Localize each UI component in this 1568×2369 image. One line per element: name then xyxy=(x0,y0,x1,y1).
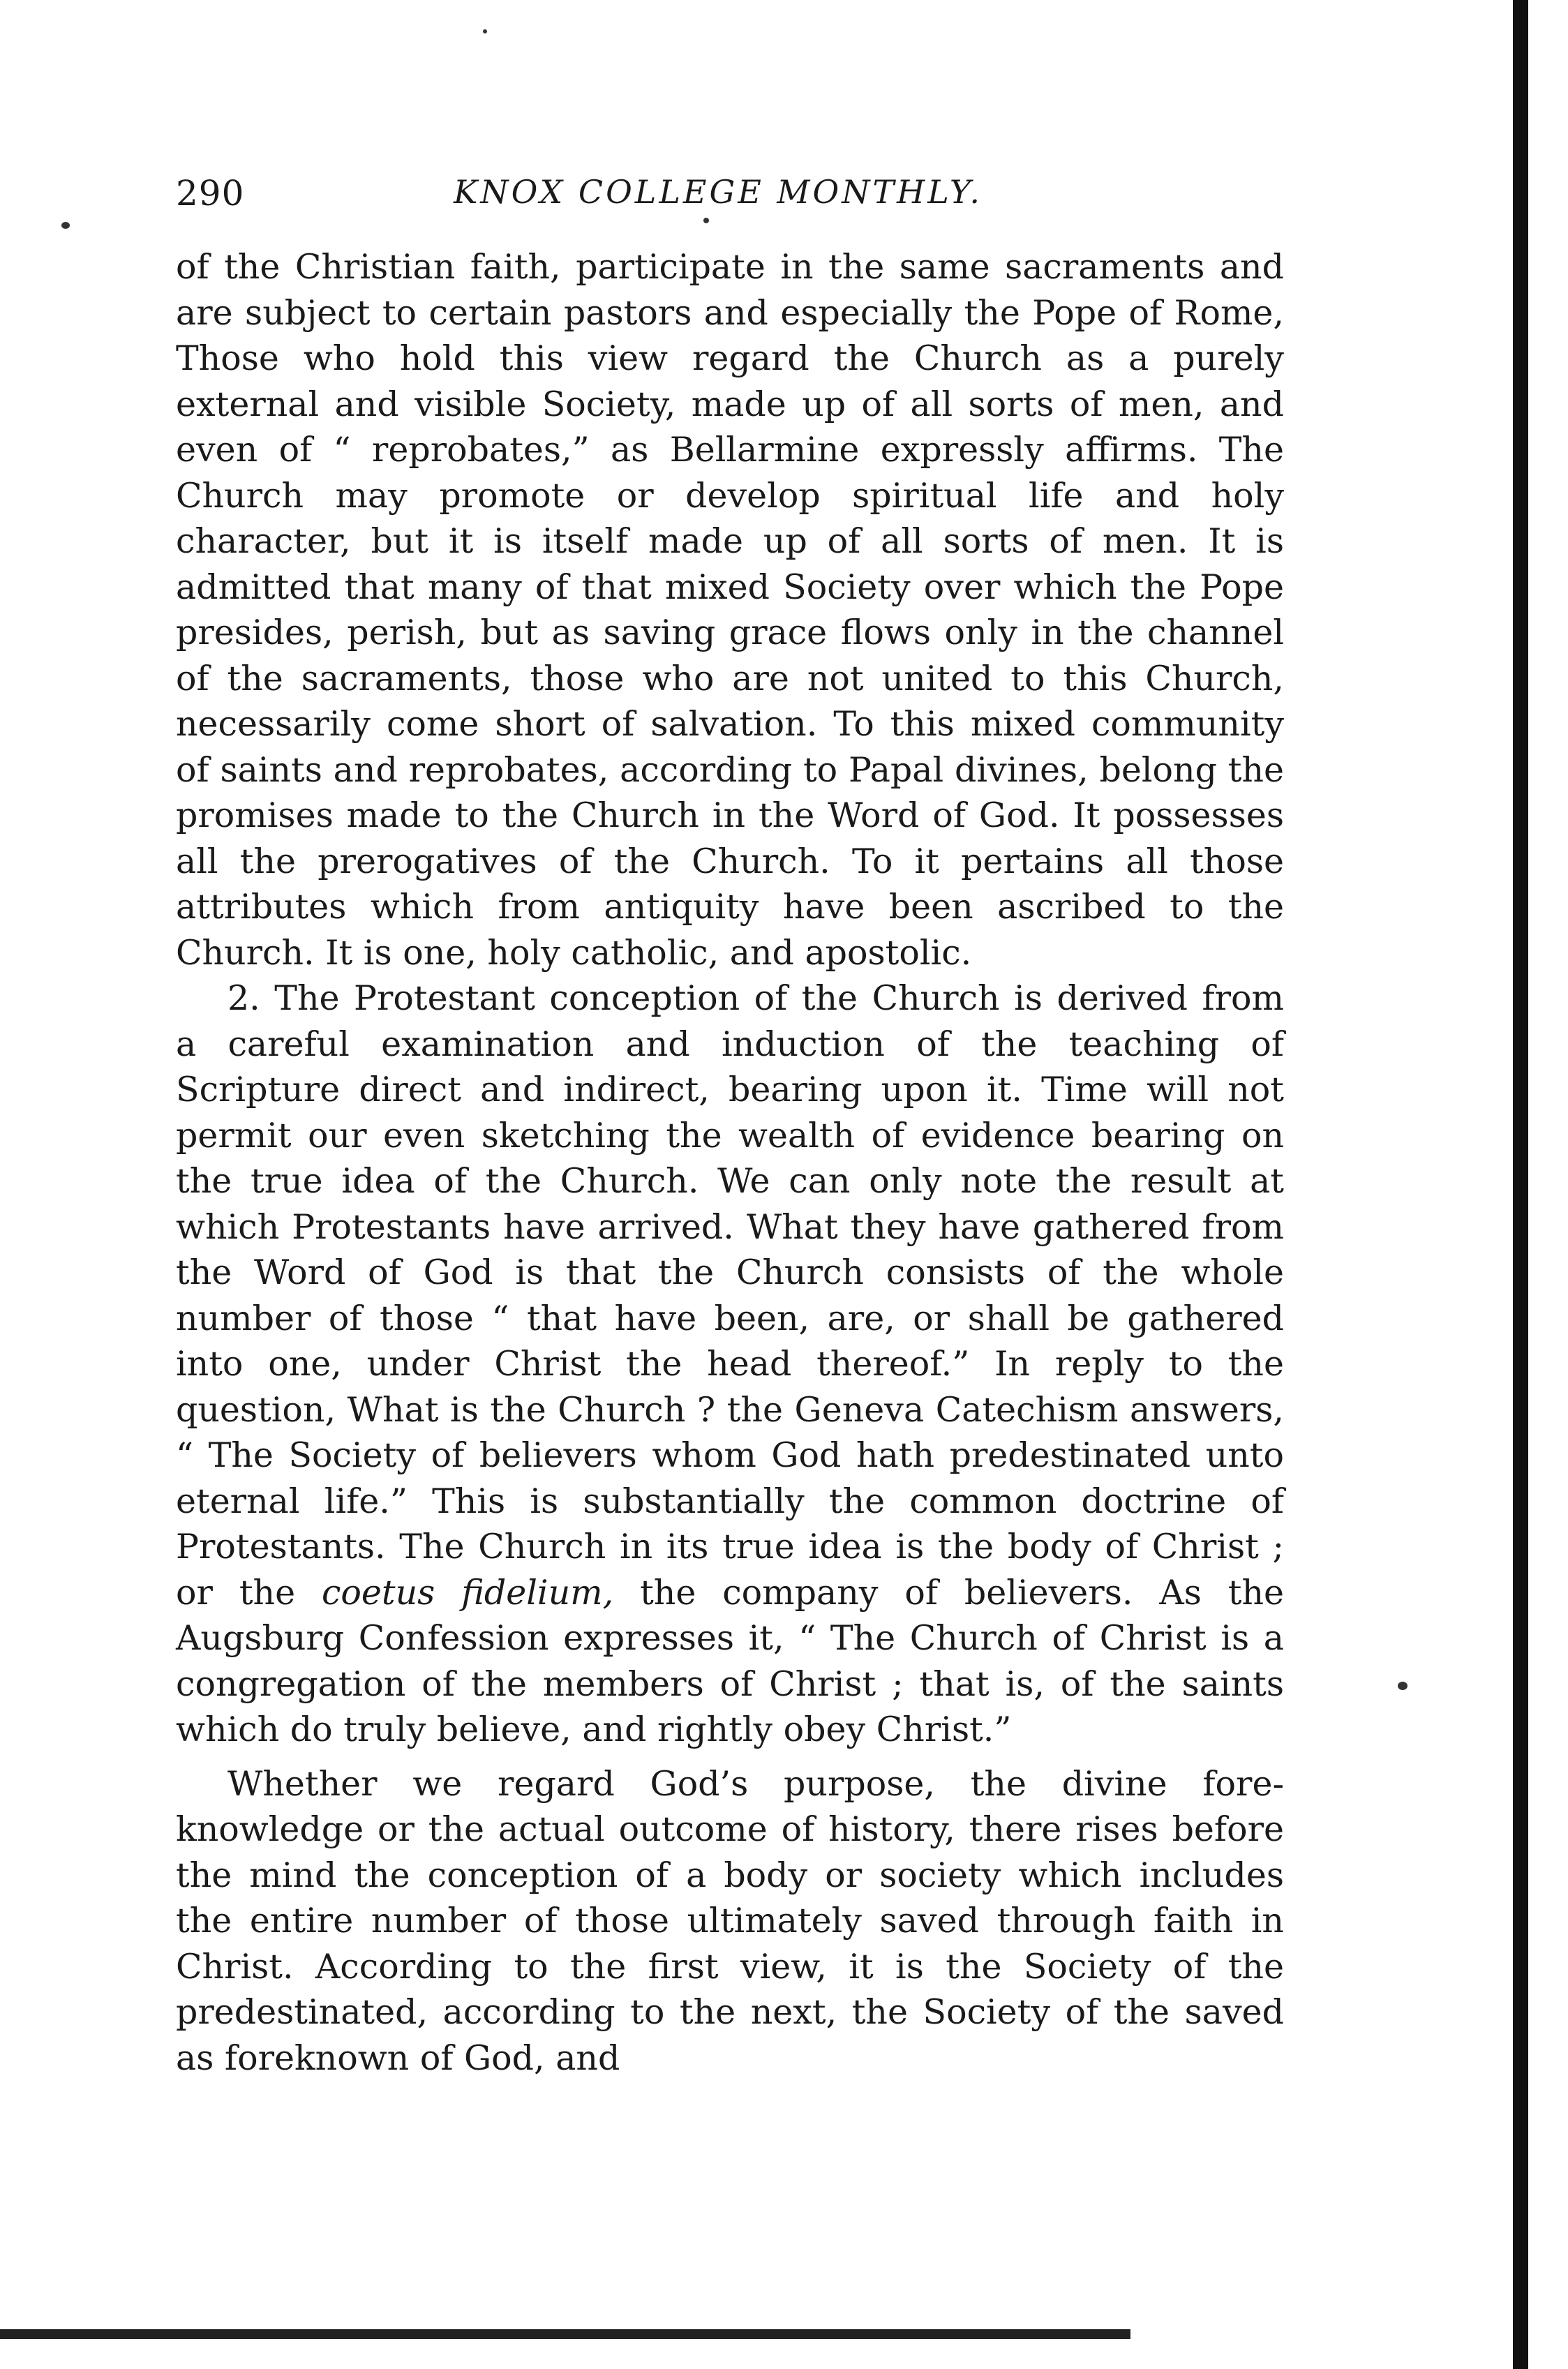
paragraph-text: the company of believers. As the Augsburg Confession expresses it, “ The Church of Christ is a congregation of the members of Christ ; that is, of the saints which do truly believe, and rightly obey Christ.” xyxy=(176,1572,1285,1749)
paragraph-text: 2. The Protestant conception of the Church is derived from a careful examination and induction of the teaching of Scripture direct and indirect, bearing upon it. Time will not permit our even sketching the wealth of evidence bearing on the true idea of the Church. We can only note the result at which Protestants have arrived. What they have gathered from the Word of God is that the Church consists of the whole number of those “ that have been, are, or shall be gathered into one, under Christ the head thereof.” In reply to the question, What is the Church ? the Geneva Catechism answers, “ The Society of believers whom God hath predestinated unto eternal life.” This is substantially the common doctrine of Protestants. The Church in its true idea is the body of Christ ; or the xyxy=(176,978,1284,1613)
paragraph-protestant-conception xyxy=(176,976,1284,1753)
right-margin-rule xyxy=(1513,0,1528,2369)
scan-speck xyxy=(483,29,487,33)
bottom-margin-rule xyxy=(0,2329,1130,2339)
paragraph-continuation: of the Christian faith, participate in the same sacraments and are subject to certain pastors and especially the Pope of Rome, Those who hold this view regard the Church as a purely external and visible Society, made up of all sorts of men, and even of “ reprobates,” as Bellarmine expressly affirms. The Church may promote or develop spiritual life and holy character, but it is itself made up of all sorts of men. It is admitted that many of that mixed Society over which the Pope presides, perish, but as saving grace flows only in the channel of the sacraments, those who are not united to this Church, necessarily come short of salvation. To this mixed community of saints and reprobates, according to Papal divines, belong the promises made to the Church in the Word of God. It possesses all the prerogatives of the Church. To it pertains all those attributes which from antiquity have been ascribed to the Church. It is one, holy catholic, and apostolic. xyxy=(176,247,1284,973)
paragraph-conclusion: Whether we regard God’s purpose, the divine fore-knowledge or the actual outcome of history, there rises before the mind the conception of a body or society which includes the entire number of those ultimately saved through faith in Christ. According to the first view, it is the Society of the predestinated, according to the next, the Society of the saved as foreknown of God, and xyxy=(176,1763,1284,2078)
latin-phrase: coetus fidelium, xyxy=(321,1572,614,1613)
page-number: 290 xyxy=(176,173,245,214)
scan-speck xyxy=(61,222,70,229)
scan-speck xyxy=(1398,1682,1408,1690)
article-body xyxy=(176,244,1284,2081)
running-title: KNOX COLLEGE MONTHLY. xyxy=(454,173,983,211)
scan-speck xyxy=(703,218,709,223)
